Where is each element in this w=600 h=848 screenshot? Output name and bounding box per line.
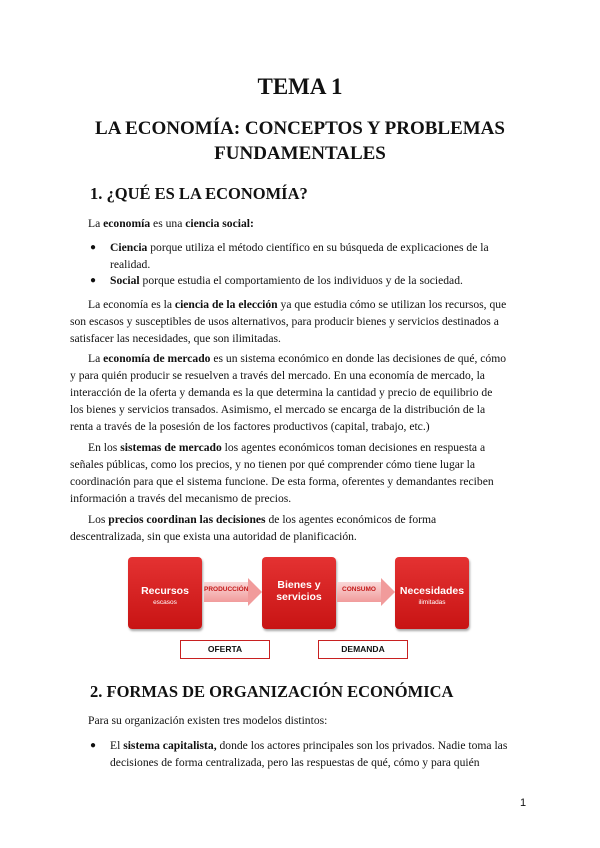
list-item: ● Ciencia porque utiliza el método científico en su búsqueda de explicaciones de la realidad. bbox=[90, 241, 489, 271]
page-number: 1 bbox=[520, 797, 527, 809]
chapter-title-line1: LA ECONOMÍA: CONCEPTOS Y PROBLEMAS bbox=[95, 118, 505, 139]
paragraph-economia-mercado: La economía de mercado es un sistema económico en donde las decisiones de qué, cómo y para quién producir se resuelven a través del mercado. En una economía de mercado, la interacción de la oferta y demanda es la que determina la cantidad y precio de equilibrio de los bienes y servicios transados. Asimismo, el mercado se encarga de la distribución de la renta a través de la posesión de los factores productivos (capital, trabajo, etc.) bbox=[70, 352, 507, 433]
section1-intro: La economía es una ciencia social: bbox=[88, 217, 254, 230]
box-bienes-servicios: Bienes y servicios bbox=[262, 557, 336, 629]
paragraph-ciencia-eleccion: La economía es la ciencia de la elección ya que estudia cómo se utilizan los recursos, que son escasos y susceptibles de usos alternativos, para producir bienes y servicios destinados a satisfacer las necesidades, que son ilimitadas. bbox=[70, 298, 507, 345]
bullet-icon: ● bbox=[90, 242, 97, 253]
bullet-icon: ● bbox=[90, 275, 97, 286]
box-recursos: Recursos escasos bbox=[128, 557, 202, 629]
paragraph-sistemas-mercado: En los sistemas de mercado los agentes económicos toman decisiones en respuesta a señales públicas, como los precios, y no tienen por qué comprender cómo tiene lugar la coordinación para que el sistema funcione. De esta forma, oferentes y demandantes reciben información a través del mecanismo de precios. bbox=[70, 441, 494, 505]
chapter-number: TEMA 1 bbox=[257, 74, 343, 99]
bullet-icon: ● bbox=[90, 740, 97, 751]
list-item: ● Social porque estudia el comportamiento de los individuos y de la sociedad. bbox=[110, 273, 530, 290]
arrow-right-icon bbox=[248, 578, 262, 606]
tag-oferta: OFERTA bbox=[180, 640, 270, 659]
economy-flow-diagram bbox=[126, 551, 472, 665]
arrow-produccion: PRODUCCIÓN bbox=[204, 578, 262, 606]
box-necesidades: Necesidades ilimitadas bbox=[395, 557, 469, 629]
section2-intro: Para su organización existen tres modelos distintos: bbox=[88, 714, 328, 727]
section1-heading: 1. ¿QUÉ ES LA ECONOMÍA? bbox=[90, 184, 308, 203]
tag-demanda: DEMANDA bbox=[318, 640, 408, 659]
paragraph-precios: Los precios coordinan las decisiones de los agentes económicos de forma descentralizada, sin que exista una autoridad de planificación. bbox=[70, 513, 437, 543]
arrow-right-icon bbox=[381, 578, 395, 606]
list-item: ● El sistema capitalista, donde los actores principales son los privados. Nadie toma las decisiones de forma centralizada, pero las respuestas de qué, cómo y para quién bbox=[90, 739, 508, 769]
chapter-title-line2: FUNDAMENTALES bbox=[214, 143, 386, 164]
chapter-title bbox=[60, 116, 540, 166]
arrow-consumo: CONSUMO bbox=[337, 578, 395, 606]
section2-heading: 2. FORMAS DE ORGANIZACIÓN ECONÓMICA bbox=[90, 682, 454, 701]
